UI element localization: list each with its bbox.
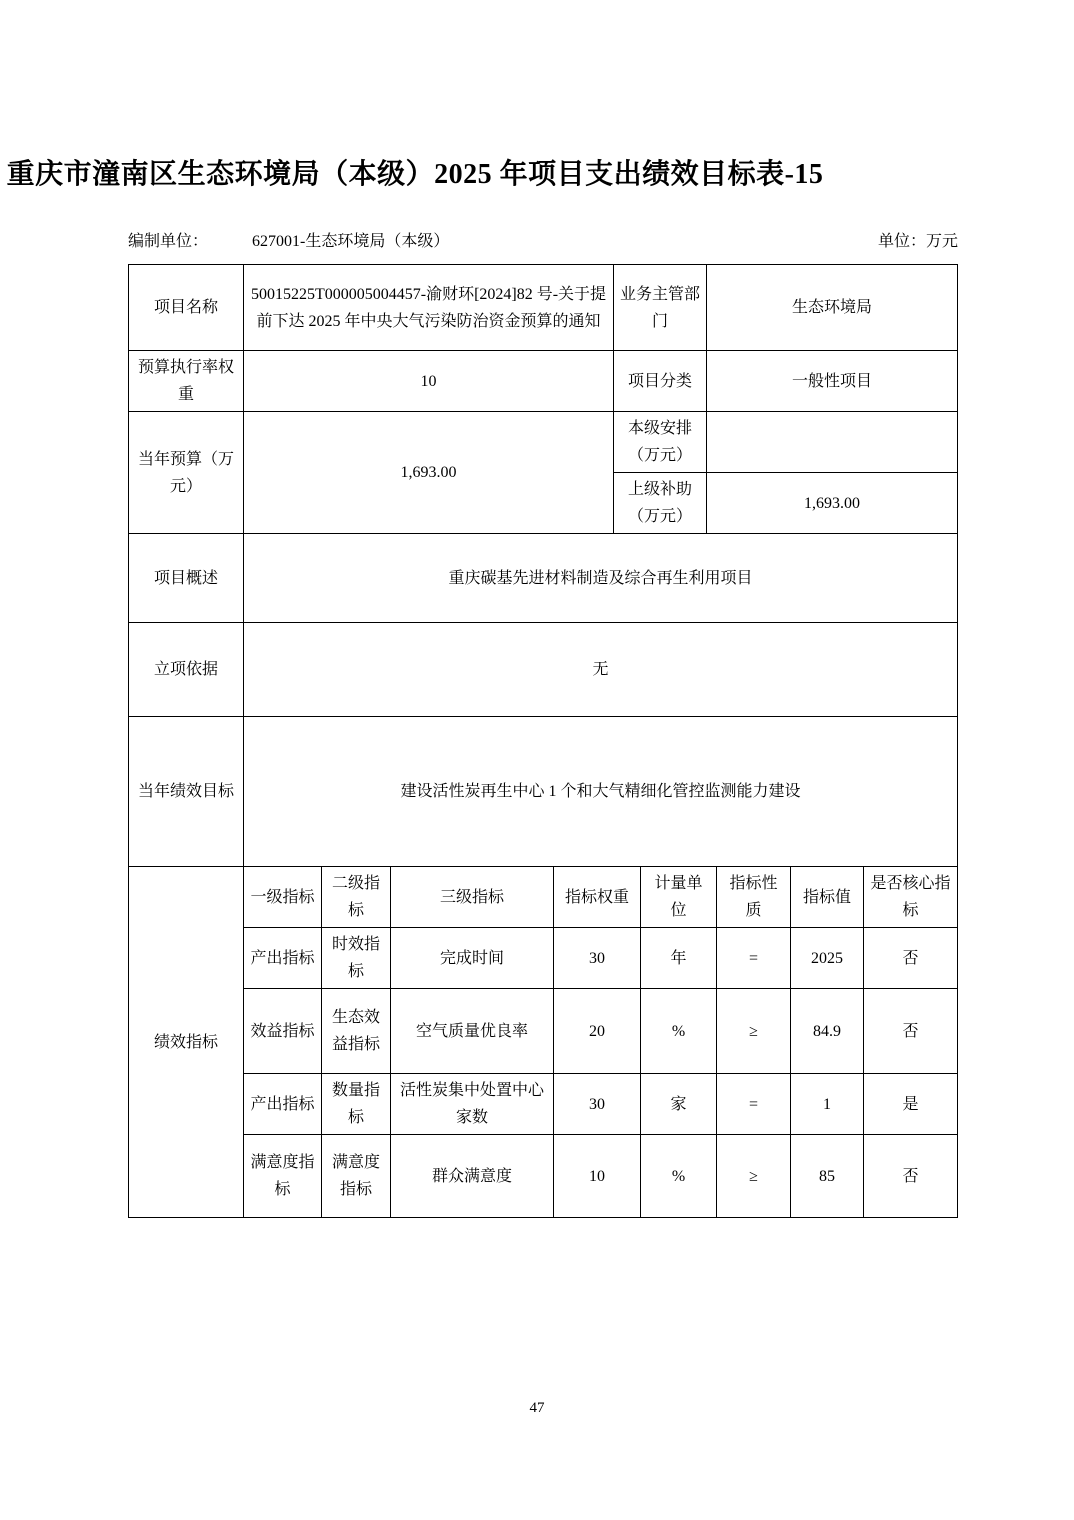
exec-rate-value: 10 [244, 351, 614, 412]
indicator-value: 1 [791, 1074, 864, 1135]
indicator-weight: 30 [554, 1074, 641, 1135]
indicator-header-level1: 一级指标 [244, 867, 322, 928]
superior-subsidy-value: 1,693.00 [707, 473, 958, 534]
indicator-level3: 空气质量优良率 [391, 989, 554, 1074]
row-goal [129, 717, 958, 867]
indicator-level3: 活性炭集中处置中心家数 [391, 1074, 554, 1135]
local-arrangement-label: 本级安排（万元） [614, 412, 707, 473]
indicator-header-level2: 二级指标 [322, 867, 391, 928]
indicator-nature: ≥ [717, 989, 791, 1074]
indicator-nature: = [717, 1074, 791, 1135]
indicator-core: 否 [864, 928, 958, 989]
indicator-level1: 效益指标 [244, 989, 322, 1074]
overview-value: 重庆碳基先进材料制造及综合再生利用项目 [244, 534, 958, 623]
budget-value: 1,693.00 [244, 412, 614, 534]
budget-label: 当年预算（万元） [129, 412, 244, 534]
indicator-weight: 30 [554, 928, 641, 989]
indicator-unit: 年 [641, 928, 717, 989]
category-value: 一般性项目 [707, 351, 958, 412]
indicator-level1: 产出指标 [244, 928, 322, 989]
indicator-level3: 完成时间 [391, 928, 554, 989]
superior-subsidy-label: 上级补助（万元） [614, 473, 707, 534]
document-title: 重庆市潼南区生态环境局（本级）2025 年项目支出绩效目标表-15 [6, 159, 824, 190]
indicator-level2: 满意度指标 [322, 1135, 391, 1218]
indicator-value: 84.9 [791, 989, 864, 1074]
indicator-section-label: 绩效指标 [129, 867, 244, 1218]
indicator-header-level3: 三级指标 [391, 867, 554, 928]
goal-label: 当年绩效目标 [129, 717, 244, 867]
row-exec-rate [129, 351, 958, 412]
unit-note: 单位：万元 [877, 233, 958, 250]
indicator-value: 85 [791, 1135, 864, 1218]
indicator-level3: 群众满意度 [391, 1135, 554, 1218]
row-basis [129, 623, 958, 717]
dept-label: 业务主管部门 [614, 265, 707, 351]
indicator-weight: 20 [554, 989, 641, 1074]
indicator-weight: 10 [554, 1135, 641, 1218]
indicator-level2: 时效指标 [322, 928, 391, 989]
indicator-unit: % [641, 1135, 717, 1218]
indicator-row [129, 928, 958, 989]
prepared-by-value: 627001-生态环境局（本级） [252, 233, 450, 250]
overview-label: 项目概述 [129, 534, 244, 623]
indicator-nature: ≥ [717, 1135, 791, 1218]
indicator-unit: % [641, 989, 717, 1074]
basis-value: 无 [244, 623, 958, 717]
indicator-row [129, 1135, 958, 1218]
page-number: 47 [529, 1400, 545, 1416]
exec-rate-label: 预算执行率权重 [129, 351, 244, 412]
indicator-header-unit: 计量单位 [641, 867, 717, 928]
indicator-header-weight: 指标权重 [554, 867, 641, 928]
project-name-value: 50015225T000005004457-渝财环[2024]82 号-关于提前下达 2025 年中央大气污染防治资金预算的通知 [244, 265, 614, 351]
meta-row [128, 228, 958, 251]
indicator-core: 否 [864, 1135, 958, 1218]
indicator-row [129, 1074, 958, 1135]
indicator-header-value: 指标值 [791, 867, 864, 928]
indicator-core: 否 [864, 989, 958, 1074]
indicator-unit: 家 [641, 1074, 717, 1135]
indicator-level2: 数量指标 [322, 1074, 391, 1135]
category-label: 项目分类 [614, 351, 707, 412]
indicator-header-row [129, 867, 958, 928]
indicator-level2: 生态效益指标 [322, 989, 391, 1074]
indicator-header-nature: 指标性质 [717, 867, 791, 928]
performance-target-table [128, 264, 958, 1218]
indicator-value: 2025 [791, 928, 864, 989]
row-overview [129, 534, 958, 623]
prepared-by-label: 编制单位： [128, 233, 209, 250]
indicator-nature: = [717, 928, 791, 989]
row-budget-top [129, 412, 958, 473]
local-arrangement-value [707, 412, 958, 473]
indicator-level1: 满意度指标 [244, 1135, 322, 1218]
basis-label: 立项依据 [129, 623, 244, 717]
indicator-header-core: 是否核心指标 [864, 867, 958, 928]
goal-value: 建设活性炭再生中心 1 个和大气精细化管控监测能力建设 [244, 717, 958, 867]
dept-value: 生态环境局 [707, 265, 958, 351]
indicator-core: 是 [864, 1074, 958, 1135]
indicator-level1: 产出指标 [244, 1074, 322, 1135]
row-project-name [129, 265, 958, 351]
indicator-row [129, 989, 958, 1074]
project-name-label: 项目名称 [129, 265, 244, 351]
